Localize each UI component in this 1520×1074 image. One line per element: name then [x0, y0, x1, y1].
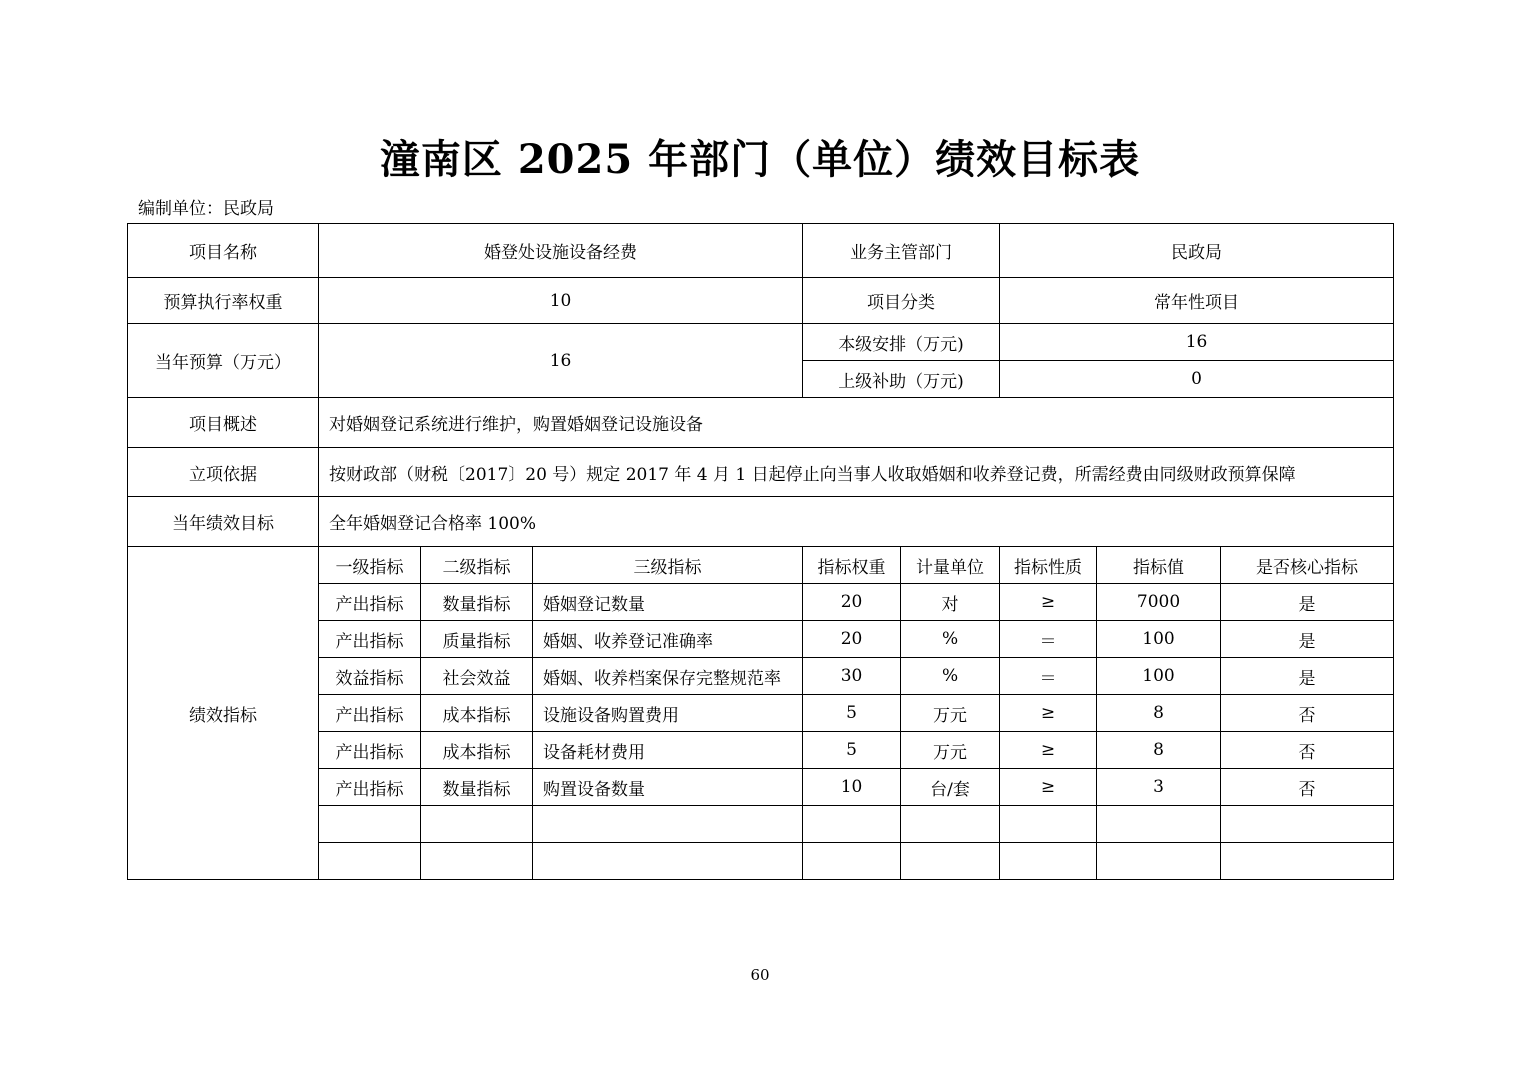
- weight-cell: [803, 806, 901, 843]
- core-cell: 是: [1221, 658, 1394, 695]
- unit-cell: %: [901, 621, 1000, 658]
- nature-cell: ＝: [1000, 658, 1097, 695]
- level2-cell: 质量指标: [421, 621, 533, 658]
- core-cell: [1221, 843, 1394, 880]
- unit-cell: [901, 806, 1000, 843]
- table-row: [128, 224, 1394, 278]
- column-header: 三级指标: [533, 547, 803, 584]
- nature-cell: [1000, 843, 1097, 880]
- table-row: [128, 324, 1394, 361]
- local-arrangement-label: 本级安排（万元): [803, 324, 1000, 361]
- budget-weight-value: 10: [319, 278, 803, 324]
- page-title: 潼南区 2025 年部门（单位）绩效目标表: [379, 136, 1141, 183]
- unit-cell: 万元: [901, 695, 1000, 732]
- value-cell: 100: [1097, 621, 1221, 658]
- level2-cell: 成本指标: [421, 732, 533, 769]
- basis-label: 立项依据: [128, 448, 319, 497]
- dept-value: 民政局: [1000, 224, 1394, 278]
- core-cell: 是: [1221, 621, 1394, 658]
- nature-cell: ≥: [1000, 584, 1097, 621]
- performance-table: [127, 223, 1394, 880]
- weight-cell: 5: [803, 695, 901, 732]
- level2-cell: [421, 806, 533, 843]
- weight-cell: 10: [803, 769, 901, 806]
- unit-cell: [901, 843, 1000, 880]
- level1-cell: 产出指标: [319, 769, 421, 806]
- table-row: [128, 278, 1394, 324]
- level3-cell: [533, 806, 803, 843]
- level3-cell: 婚姻登记数量: [533, 584, 803, 621]
- local-arrangement-value: 16: [1000, 324, 1394, 361]
- nature-cell: [1000, 806, 1097, 843]
- value-cell: 8: [1097, 732, 1221, 769]
- nature-cell: ≥: [1000, 732, 1097, 769]
- level3-cell: 婚姻、收养档案保存完整规范率: [533, 658, 803, 695]
- budget-weight-label: 预算执行率权重: [128, 278, 319, 324]
- level2-cell: 社会效益: [421, 658, 533, 695]
- unit-cell: 万元: [901, 732, 1000, 769]
- table-row: [128, 448, 1394, 497]
- category-label: 项目分类: [803, 278, 1000, 324]
- indicators-section-label: 绩效指标: [128, 547, 319, 880]
- level3-cell: 设施设备购置费用: [533, 695, 803, 732]
- level1-cell: 效益指标: [319, 658, 421, 695]
- goal-value: 全年婚姻登记合格率 100%: [319, 497, 1394, 547]
- unit-cell: 台/套: [901, 769, 1000, 806]
- level1-cell: [319, 806, 421, 843]
- column-header: 指标值: [1097, 547, 1221, 584]
- level1-cell: [319, 843, 421, 880]
- core-cell: [1221, 806, 1394, 843]
- core-cell: 是: [1221, 584, 1394, 621]
- level3-cell: 购置设备数量: [533, 769, 803, 806]
- column-header: 二级指标: [421, 547, 533, 584]
- column-header: 一级指标: [319, 547, 421, 584]
- overview-label: 项目概述: [128, 398, 319, 448]
- table-row: [128, 398, 1394, 448]
- weight-cell: 30: [803, 658, 901, 695]
- weight-cell: 5: [803, 732, 901, 769]
- unit-cell: 对: [901, 584, 1000, 621]
- value-cell: [1097, 843, 1221, 880]
- core-cell: 否: [1221, 695, 1394, 732]
- goal-label: 当年绩效目标: [128, 497, 319, 547]
- level3-cell: 设备耗材费用: [533, 732, 803, 769]
- value-cell: 3: [1097, 769, 1221, 806]
- value-cell: 100: [1097, 658, 1221, 695]
- overview-value: 对婚姻登记系统进行维护，购置婚姻登记设施设备: [319, 398, 1394, 448]
- indicator-header-row: [128, 547, 1394, 584]
- core-cell: 否: [1221, 732, 1394, 769]
- weight-cell: [803, 843, 901, 880]
- compiling-unit: 编制单位：民政局: [138, 199, 274, 219]
- level2-cell: 数量指标: [421, 769, 533, 806]
- core-cell: 否: [1221, 769, 1394, 806]
- level2-cell: 数量指标: [421, 584, 533, 621]
- level1-cell: 产出指标: [319, 584, 421, 621]
- level3-cell: 婚姻、收养登记准确率: [533, 621, 803, 658]
- unit-cell: %: [901, 658, 1000, 695]
- weight-cell: 20: [803, 584, 901, 621]
- column-header: 指标权重: [803, 547, 901, 584]
- level2-cell: 成本指标: [421, 695, 533, 732]
- level3-cell: [533, 843, 803, 880]
- basis-value: 按财政部（财税〔2017〕20 号）规定 2017 年 4 月 1 日起停止向当事人收取婚姻和收养登记费，所需经费由同级财政预算保障: [319, 448, 1394, 497]
- column-header: 计量单位: [901, 547, 1000, 584]
- level2-cell: [421, 843, 533, 880]
- project-name-label: 项目名称: [128, 224, 319, 278]
- nature-cell: ≥: [1000, 769, 1097, 806]
- value-cell: [1097, 806, 1221, 843]
- superior-subsidy-value: 0: [1000, 361, 1394, 398]
- level1-cell: 产出指标: [319, 732, 421, 769]
- project-name-value: 婚登处设施设备经费: [319, 224, 803, 278]
- page-number: 60: [750, 966, 770, 984]
- weight-cell: 20: [803, 621, 901, 658]
- column-header: 指标性质: [1000, 547, 1097, 584]
- superior-subsidy-label: 上级补助（万元): [803, 361, 1000, 398]
- value-cell: 8: [1097, 695, 1221, 732]
- column-header: 是否核心指标: [1221, 547, 1394, 584]
- annual-budget-value: 16: [319, 324, 803, 398]
- annual-budget-label: 当年预算（万元）: [128, 324, 319, 398]
- value-cell: 7000: [1097, 584, 1221, 621]
- table-row: [128, 497, 1394, 547]
- dept-label: 业务主管部门: [803, 224, 1000, 278]
- level1-cell: 产出指标: [319, 695, 421, 732]
- category-value: 常年性项目: [1000, 278, 1394, 324]
- level1-cell: 产出指标: [319, 621, 421, 658]
- nature-cell: ＝: [1000, 621, 1097, 658]
- nature-cell: ≥: [1000, 695, 1097, 732]
